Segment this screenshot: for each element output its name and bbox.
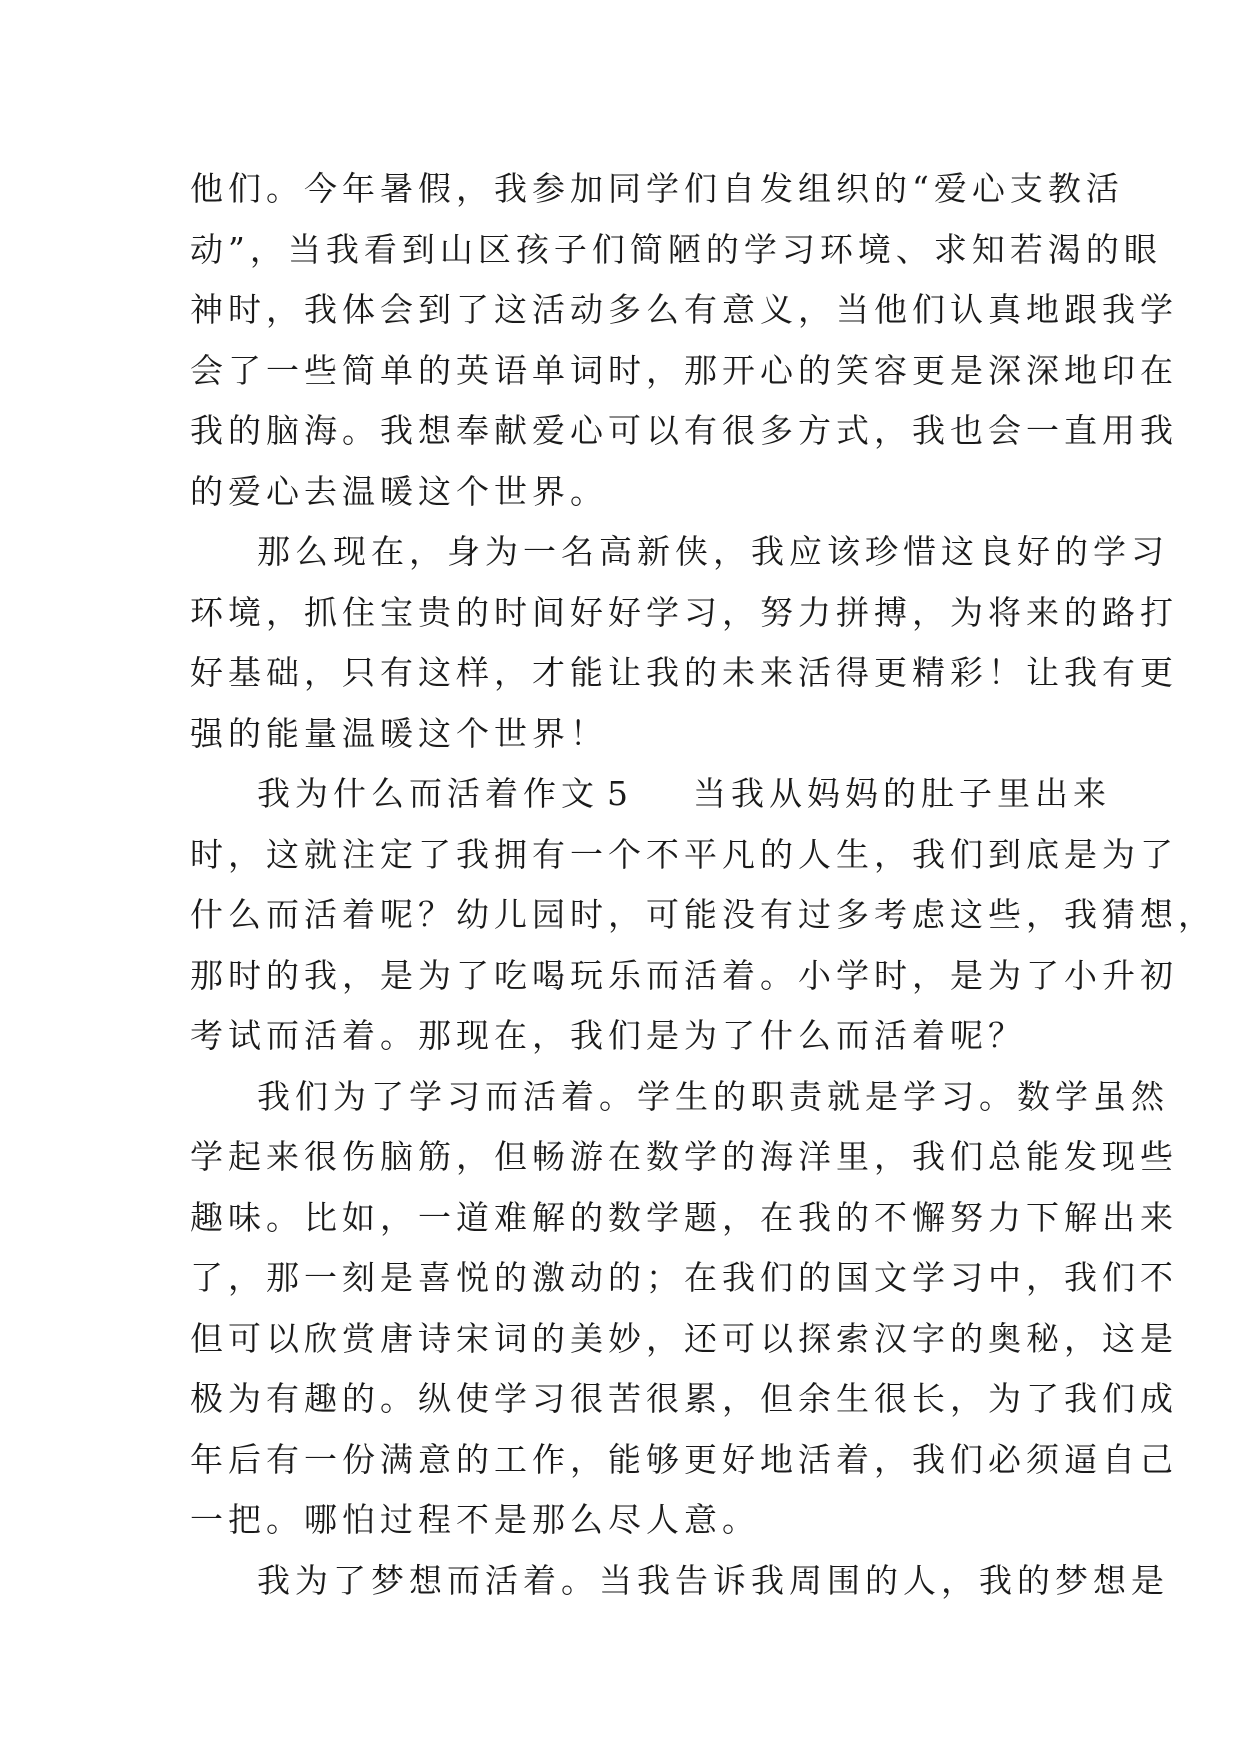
- text-line: 他们。今年暑假，我参加同学们自发组织的“爱心支教活: [190, 169, 1124, 208]
- text-line: 强的能量温暖这个世界！: [190, 713, 608, 753]
- text-line: 极为有趣的。纵使学习很苦很累，但余生很长，为了我们成: [190, 1379, 1178, 1418]
- essay-text: [190, 159, 1216, 1611]
- text-line: 学起来很伤脑筋，但畅游在数学的海洋里，我们总能发现些: [190, 1137, 1178, 1176]
- text-line: 那时的我，是为了吃喝玩乐而活着。小学时，是为了小升初: [190, 955, 1178, 995]
- text-line: 那么现在，身为一名高新侠，我应该珍惜这良好的学习: [257, 532, 1169, 571]
- text-line: 我们为了学习而活着。学生的职责就是学习。数学虽然: [257, 1076, 1169, 1116]
- text-line: 动”，当我看到山区孩子们简陋的学习环境、求知若渴的眼: [190, 229, 1162, 269]
- text-line: 的爱心去温暖这个世界。: [190, 471, 608, 511]
- text-line: 考试而活着。那现在，我们是为了什么而活着呢？: [190, 1016, 1026, 1055]
- essay-heading-line: [190, 764, 1111, 825]
- text-line: 年后有一份满意的工作，能够更好地活着，我们必须逼自己: [190, 1439, 1178, 1479]
- text-line: 我的脑海。我想奉献爱心可以有很多方式，我也会一直用我: [190, 411, 1178, 450]
- text-line: 我为了梦想而活着。当我告诉我周围的人，我的梦想是: [257, 1560, 1169, 1600]
- text-line: 趣味。比如，一道难解的数学题，在我的不懈努力下解出来: [190, 1197, 1178, 1237]
- text-line: 好基础，只有这样，才能让我的未来活得更精彩！让我有更: [190, 653, 1178, 692]
- text-line: 环境，抓住宝贵的时间好好学习，努力拼搏，为将来的路打: [190, 592, 1178, 632]
- text-line: 时，这就注定了我拥有一个不平凡的人生，我们到底是为了: [190, 834, 1178, 874]
- text-line: 神时，我体会到了这活动多么有意义，当他们认真地跟我学: [190, 290, 1178, 329]
- essay-heading-number: 5: [607, 774, 633, 813]
- text-line: 但可以欣赏唐诗宋词的美妙，还可以探索汉字的奥秘，这是: [190, 1318, 1178, 1358]
- text-line: 了，那一刻是喜悦的激动的；在我们的国文学习中，我们不: [190, 1258, 1178, 1297]
- text-line: 一把。哪怕过程不是那么尽人意。: [190, 1500, 760, 1539]
- text-line-fragment: 当我从妈妈的肚子里出来: [693, 774, 1111, 813]
- essay-heading-title: 我为什么而活着作文: [257, 774, 599, 813]
- text-line: 什么而活着呢？幼儿园时，可能没有过多考虑这些，我猜想，: [190, 895, 1216, 934]
- text-line: 会了一些简单的英语单词时，那开心的笑容更是深深地印在: [190, 350, 1178, 390]
